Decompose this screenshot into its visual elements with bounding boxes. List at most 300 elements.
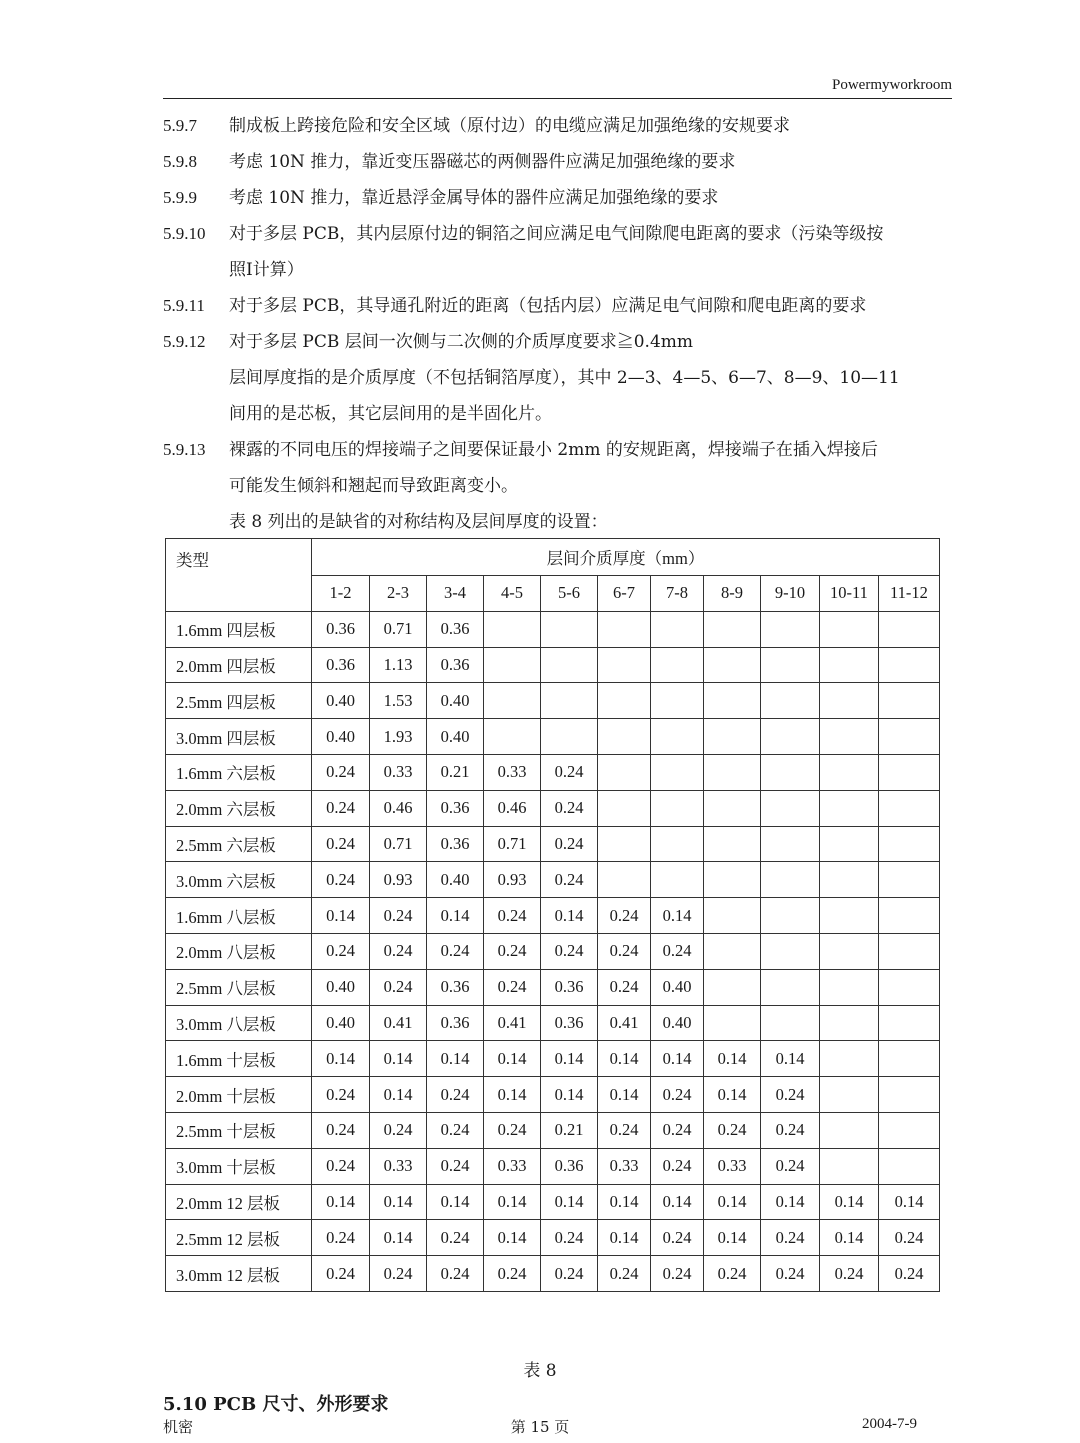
thickness-cell: 0.24	[651, 1148, 704, 1184]
table-row	[166, 862, 940, 898]
clause-line	[163, 396, 958, 432]
thickness-cell: 0.24	[484, 1112, 541, 1148]
clause-line	[163, 216, 958, 252]
thickness-cell: 0.24	[651, 933, 704, 969]
thickness-cell	[820, 611, 879, 647]
thickness-cell: 0.14	[484, 1184, 541, 1220]
thickness-cell: 0.14	[598, 1041, 651, 1077]
thickness-cell: 0.14	[704, 1041, 761, 1077]
thickness-cell: 0.14	[427, 898, 484, 934]
clause-number	[163, 504, 229, 540]
thickness-cell: 0.14	[820, 1220, 879, 1256]
thickness-cell: 0.14	[312, 1184, 370, 1220]
thickness-cell: 0.24	[598, 969, 651, 1005]
thickness-cell	[541, 647, 598, 683]
thickness-cell: 0.14	[484, 1041, 541, 1077]
thickness-cell: 0.41	[484, 1005, 541, 1041]
thickness-cell: 0.41	[598, 1005, 651, 1041]
clause-number: 5.9.10	[163, 224, 206, 243]
table-row	[166, 933, 940, 969]
thickness-cell: 0.24	[651, 1112, 704, 1148]
thickness-cell	[879, 790, 940, 826]
thickness-cell: 0.46	[370, 790, 427, 826]
thickness-cell: 0.36	[312, 647, 370, 683]
layer-pair-header: 10-11	[820, 576, 879, 612]
table-row	[166, 1148, 940, 1184]
thickness-cell	[541, 611, 598, 647]
thickness-cell: 0.36	[427, 790, 484, 826]
thickness-cell: 0.36	[541, 969, 598, 1005]
thickness-cell	[704, 933, 761, 969]
layer-pair-header: 9-10	[761, 576, 820, 612]
thickness-cell: 0.24	[484, 1256, 541, 1292]
thickness-cell: 0.40	[427, 719, 484, 755]
thickness-cell: 0.24	[761, 1220, 820, 1256]
table-row	[166, 1256, 940, 1292]
thickness-cell: 0.14	[484, 1077, 541, 1113]
thickness-cell: 0.14	[651, 898, 704, 934]
clause-text: 考虑 10N 推力，靠近变压器磁芯的两侧器件应满足加强绝缘的要求	[229, 152, 736, 172]
thickness-table-wrapper	[165, 538, 940, 1292]
thickness-cell: 0.14	[761, 1184, 820, 1220]
thickness-cell: 0.40	[312, 683, 370, 719]
thickness-cell	[484, 611, 541, 647]
thickness-cell	[484, 647, 541, 683]
thickness-cell: 0.24	[879, 1256, 940, 1292]
clause-number	[163, 252, 229, 288]
thickness-cell: 0.14	[761, 1041, 820, 1077]
thickness-cell: 0.24	[427, 933, 484, 969]
thickness-cell	[598, 790, 651, 826]
thickness-cell: 0.24	[427, 1148, 484, 1184]
thickness-cell: 0.14	[370, 1184, 427, 1220]
thickness-cell: 0.24	[312, 933, 370, 969]
table-row	[166, 790, 940, 826]
thickness-cell: 0.24	[370, 1112, 427, 1148]
thickness-cell	[879, 1112, 940, 1148]
thickness-cell: 0.24	[312, 790, 370, 826]
clause-number: 5.9.11	[163, 296, 205, 315]
thickness-cell	[761, 611, 820, 647]
clause-text: 照Ⅰ计算）	[229, 260, 304, 280]
thickness-cell: 0.71	[484, 826, 541, 862]
thickness-cell	[820, 647, 879, 683]
thickness-cell: 0.24	[761, 1148, 820, 1184]
thickness-cell: 1.13	[370, 647, 427, 683]
thickness-cell	[598, 683, 651, 719]
thickness-cell: 0.24	[541, 1220, 598, 1256]
board-type-cell: 1.6mm 十层板	[166, 1041, 312, 1077]
thickness-cell: 0.93	[370, 862, 427, 898]
layer-pair-header: 7-8	[651, 576, 704, 612]
thickness-cell	[651, 862, 704, 898]
thickness-cell	[820, 1005, 879, 1041]
thickness-cell	[820, 683, 879, 719]
thickness-cell: 0.14	[312, 1041, 370, 1077]
clause-text: 对于多层 PCB，其内层原付边的铜箔之间应满足电气间隙爬电距离的要求（污染等级按	[229, 224, 884, 244]
thickness-cell	[651, 826, 704, 862]
thickness-cell: 0.36	[427, 647, 484, 683]
layer-thickness-table	[165, 538, 940, 1292]
thickness-cell	[704, 790, 761, 826]
thickness-cell: 0.24	[427, 1077, 484, 1113]
thickness-cell	[598, 647, 651, 683]
thickness-cell: 0.40	[312, 719, 370, 755]
footer-date: 2004-7-9	[862, 1416, 917, 1432]
thickness-cell: 0.24	[651, 1077, 704, 1113]
thickness-cell: 0.36	[427, 611, 484, 647]
thickness-cell	[484, 683, 541, 719]
thickness-cell: 0.36	[427, 826, 484, 862]
clause-number	[163, 468, 229, 504]
board-type-cell: 3.0mm 12 层板	[166, 1256, 312, 1292]
thickness-cell: 0.14	[598, 1077, 651, 1113]
thickness-cell: 0.24	[541, 790, 598, 826]
thickness-cell	[820, 1148, 879, 1184]
thickness-cell	[879, 862, 940, 898]
thickness-cell	[704, 647, 761, 683]
board-type-cell: 2.0mm 六层板	[166, 790, 312, 826]
thickness-cell: 0.14	[541, 898, 598, 934]
thickness-cell	[879, 1077, 940, 1113]
clause-text: 考虑 10N 推力，靠近悬浮金属导体的器件应满足加强绝缘的要求	[229, 188, 719, 208]
footer-page-number: 第 15 页	[510, 1418, 570, 1436]
table-row	[166, 898, 940, 934]
thickness-cell	[541, 719, 598, 755]
layer-pair-header: 11-12	[879, 576, 940, 612]
thickness-cell	[704, 611, 761, 647]
board-type-cell: 2.0mm 十层板	[166, 1077, 312, 1113]
table-row	[166, 1220, 940, 1256]
thickness-cell	[820, 790, 879, 826]
thickness-cell	[484, 719, 541, 755]
thickness-cell	[704, 898, 761, 934]
thickness-cell	[879, 647, 940, 683]
thickness-cell	[879, 1005, 940, 1041]
board-type-cell: 3.0mm 十层板	[166, 1148, 312, 1184]
thickness-cell	[704, 683, 761, 719]
thickness-cell: 0.71	[370, 611, 427, 647]
clause-line	[163, 180, 958, 216]
thickness-cell: 0.36	[312, 611, 370, 647]
thickness-cell: 0.24	[651, 1220, 704, 1256]
thickness-cell: 0.33	[370, 1148, 427, 1184]
thickness-cell: 0.33	[704, 1148, 761, 1184]
table-caption: 表 8	[523, 1361, 557, 1381]
thickness-cell: 0.24	[312, 1220, 370, 1256]
board-type-cell: 3.0mm 六层板	[166, 862, 312, 898]
thickness-cell	[598, 754, 651, 790]
thickness-cell: 0.93	[484, 862, 541, 898]
clause-line	[163, 324, 958, 360]
thickness-cell: 0.24	[598, 933, 651, 969]
thickness-cell: 0.24	[879, 1220, 940, 1256]
thickness-cell: 0.24	[598, 1256, 651, 1292]
thickness-cell	[879, 1148, 940, 1184]
thickness-cell: 0.14	[704, 1077, 761, 1113]
thickness-cell: 0.33	[370, 754, 427, 790]
thickness-cell: 0.24	[761, 1256, 820, 1292]
clause-text: 可能发生倾斜和翘起而导致距离变小。	[229, 476, 518, 496]
thickness-cell	[651, 719, 704, 755]
thickness-cell: 0.24	[761, 1112, 820, 1148]
thickness-cell	[879, 969, 940, 1005]
thickness-cell: 0.46	[484, 790, 541, 826]
thickness-cell: 0.24	[651, 1256, 704, 1292]
layer-pair-header: 6-7	[598, 576, 651, 612]
clause-text: 对于多层 PCB 层间一次侧与二次侧的介质厚度要求≧0.4mm	[229, 332, 694, 352]
clause-line	[163, 360, 958, 396]
thickness-cell	[879, 719, 940, 755]
clause-line	[163, 252, 958, 288]
thickness-cell	[820, 826, 879, 862]
thickness-cell: 0.14	[541, 1184, 598, 1220]
clause-text: 裸露的不同电压的焊接端子之间要保证最小 2mm 的安规距离，焊接端子在插入焊接后	[229, 440, 878, 460]
thickness-cell: 0.24	[370, 933, 427, 969]
thickness-cell: 0.24	[541, 826, 598, 862]
thickness-cell: 0.33	[484, 754, 541, 790]
thickness-cell: 1.53	[370, 683, 427, 719]
thickness-cell: 0.14	[598, 1184, 651, 1220]
thickness-cell: 0.21	[427, 754, 484, 790]
layer-pair-header: 8-9	[704, 576, 761, 612]
thickness-cell	[820, 754, 879, 790]
layer-pair-header: 4-5	[484, 576, 541, 612]
thickness-cell	[651, 647, 704, 683]
thickness-cell	[704, 1005, 761, 1041]
clause-line	[163, 432, 958, 468]
thickness-cell: 0.24	[312, 1148, 370, 1184]
thickness-cell: 0.24	[484, 933, 541, 969]
clause-line	[163, 504, 958, 540]
thickness-cell: 0.36	[541, 1005, 598, 1041]
thickness-cell	[879, 826, 940, 862]
thickness-cell	[761, 647, 820, 683]
thickness-cell: 0.14	[484, 1220, 541, 1256]
thickness-cell: 0.14	[598, 1220, 651, 1256]
thickness-cell: 0.41	[370, 1005, 427, 1041]
clause-number	[163, 396, 229, 432]
thickness-cell: 0.40	[651, 969, 704, 1005]
thickness-cell	[704, 826, 761, 862]
thickness-cell: 1.93	[370, 719, 427, 755]
thickness-cell	[598, 862, 651, 898]
thickness-cell	[820, 1041, 879, 1077]
clause-text: 表 8 列出的是缺省的对称结构及层间厚度的设置：	[229, 512, 608, 532]
thickness-cell: 0.40	[312, 1005, 370, 1041]
table-row	[166, 969, 940, 1005]
board-type-cell: 2.0mm 12 层板	[166, 1184, 312, 1220]
thickness-cell: 0.24	[370, 969, 427, 1005]
thickness-cell: 0.14	[879, 1184, 940, 1220]
thickness-cell: 0.24	[312, 1077, 370, 1113]
table-row	[166, 826, 940, 862]
table-row	[166, 1005, 940, 1041]
thickness-cell	[761, 754, 820, 790]
table-row	[166, 754, 940, 790]
thickness-cell: 0.14	[427, 1041, 484, 1077]
thickness-cell	[704, 719, 761, 755]
thickness-cell	[704, 754, 761, 790]
thickness-cell: 0.14	[370, 1077, 427, 1113]
clause-line	[163, 468, 958, 504]
thickness-cell: 0.24	[427, 1256, 484, 1292]
board-type-cell: 2.5mm 八层板	[166, 969, 312, 1005]
thickness-cell	[541, 683, 598, 719]
thickness-cell	[820, 898, 879, 934]
table-row	[166, 1184, 940, 1220]
thickness-cell: 0.24	[541, 933, 598, 969]
thickness-cell	[761, 898, 820, 934]
thickness-cell	[879, 933, 940, 969]
thickness-cell	[879, 754, 940, 790]
thickness-cell: 0.14	[541, 1077, 598, 1113]
board-type-cell: 2.5mm 12 层板	[166, 1220, 312, 1256]
thickness-cell	[820, 1077, 879, 1113]
board-type-cell: 1.6mm 六层板	[166, 754, 312, 790]
thickness-cell	[761, 862, 820, 898]
table-row	[166, 683, 940, 719]
thickness-cell	[651, 683, 704, 719]
dielectric-thickness-header: 层间介质厚度（mm）	[312, 539, 940, 576]
thickness-cell: 0.24	[820, 1256, 879, 1292]
thickness-cell	[651, 754, 704, 790]
clause-line	[163, 288, 958, 324]
thickness-cell: 0.36	[427, 1005, 484, 1041]
thickness-cell	[820, 969, 879, 1005]
thickness-cell: 0.24	[370, 898, 427, 934]
thickness-cell	[598, 826, 651, 862]
thickness-cell: 0.33	[598, 1148, 651, 1184]
board-type-cell: 2.0mm 八层板	[166, 933, 312, 969]
thickness-cell: 0.24	[312, 1112, 370, 1148]
thickness-cell: 0.24	[484, 969, 541, 1005]
board-type-cell: 2.5mm 四层板	[166, 683, 312, 719]
thickness-cell: 0.24	[761, 1077, 820, 1113]
thickness-cell: 0.14	[312, 898, 370, 934]
thickness-cell: 0.14	[370, 1041, 427, 1077]
layer-pair-header: 1-2	[312, 576, 370, 612]
thickness-cell: 0.24	[704, 1256, 761, 1292]
thickness-cell	[820, 933, 879, 969]
thickness-cell: 0.40	[427, 683, 484, 719]
thickness-cell: 0.24	[312, 826, 370, 862]
board-type-cell: 2.5mm 六层板	[166, 826, 312, 862]
thickness-cell: 0.24	[312, 754, 370, 790]
clause-number: 5.9.9	[163, 188, 197, 207]
thickness-cell	[598, 611, 651, 647]
board-type-cell: 2.5mm 十层板	[166, 1112, 312, 1148]
thickness-cell: 0.14	[820, 1184, 879, 1220]
thickness-cell: 0.36	[427, 969, 484, 1005]
thickness-cell	[704, 969, 761, 1005]
clause-text: 对于多层 PCB，其导通孔附近的距离（包括内层）应满足电气间隙和爬电距离的要求	[229, 296, 867, 316]
board-type-cell: 3.0mm 八层板	[166, 1005, 312, 1041]
thickness-cell	[761, 719, 820, 755]
board-type-cell: 3.0mm 四层板	[166, 719, 312, 755]
thickness-cell: 0.14	[427, 1184, 484, 1220]
thickness-cell: 0.36	[541, 1148, 598, 1184]
clause-number: 5.9.12	[163, 332, 206, 351]
thickness-cell	[598, 719, 651, 755]
document-header-brand: Powermyworkroom	[832, 77, 952, 93]
thickness-cell	[651, 790, 704, 826]
thickness-cell: 0.14	[704, 1220, 761, 1256]
thickness-cell: 0.71	[370, 826, 427, 862]
thickness-cell	[820, 862, 879, 898]
table-row	[166, 1112, 940, 1148]
thickness-cell	[879, 898, 940, 934]
clause-line	[163, 144, 958, 180]
thickness-cell: 0.21	[541, 1112, 598, 1148]
thickness-cell	[820, 1112, 879, 1148]
thickness-cell	[761, 1005, 820, 1041]
thickness-cell: 0.24	[370, 1256, 427, 1292]
thickness-cell	[704, 862, 761, 898]
thickness-cell: 0.24	[541, 754, 598, 790]
thickness-cell	[761, 933, 820, 969]
clause-number: 5.9.13	[163, 440, 206, 459]
thickness-cell: 0.40	[312, 969, 370, 1005]
thickness-cell: 0.33	[484, 1148, 541, 1184]
clause-line	[163, 108, 958, 144]
clause-text: 层间厚度指的是介质厚度（不包括铜箔厚度），其中 2—3、4—5、6—7、8—9、10—11	[229, 368, 900, 388]
thickness-cell	[879, 611, 940, 647]
thickness-cell: 0.24	[312, 1256, 370, 1292]
thickness-cell: 0.24	[541, 862, 598, 898]
thickness-cell	[761, 790, 820, 826]
thickness-cell: 0.24	[541, 1256, 598, 1292]
thickness-cell: 0.14	[651, 1184, 704, 1220]
header-divider	[163, 98, 952, 99]
table-row	[166, 1077, 940, 1113]
thickness-cell: 0.40	[651, 1005, 704, 1041]
thickness-cell	[761, 969, 820, 1005]
thickness-cell	[761, 826, 820, 862]
layer-pair-header: 5-6	[541, 576, 598, 612]
clause-text: 制成板上跨接危险和安全区域（原付边）的电缆应满足加强绝缘的安规要求	[229, 116, 790, 136]
layer-pair-header: 2-3	[370, 576, 427, 612]
thickness-cell: 0.14	[704, 1184, 761, 1220]
board-type-cell: 1.6mm 四层板	[166, 611, 312, 647]
thickness-cell	[879, 1041, 940, 1077]
thickness-cell	[651, 611, 704, 647]
thickness-cell: 0.24	[484, 898, 541, 934]
thickness-cell: 0.14	[651, 1041, 704, 1077]
thickness-cell: 0.24	[312, 862, 370, 898]
type-column-header: 类型	[166, 539, 312, 612]
clause-number: 5.9.8	[163, 152, 197, 171]
clause-number: 5.9.7	[163, 116, 197, 135]
layer-pair-header: 3-4	[427, 576, 484, 612]
thickness-cell: 0.40	[427, 862, 484, 898]
table-row	[166, 1041, 940, 1077]
thickness-cell	[820, 719, 879, 755]
board-type-cell: 2.0mm 四层板	[166, 647, 312, 683]
section-heading: 5.10 PCB 尺寸、外形要求	[163, 1394, 389, 1415]
table-row	[166, 719, 940, 755]
board-type-cell: 1.6mm 八层板	[166, 898, 312, 934]
clause-text: 间用的是芯板，其它层间用的是半固化片。	[229, 404, 552, 424]
footer-confidential: 机密	[163, 1418, 194, 1436]
thickness-cell	[879, 683, 940, 719]
table-row	[166, 611, 940, 647]
thickness-cell: 0.24	[427, 1220, 484, 1256]
thickness-cell	[761, 683, 820, 719]
thickness-cell: 0.14	[370, 1220, 427, 1256]
thickness-cell: 0.24	[704, 1112, 761, 1148]
thickness-cell: 0.24	[598, 898, 651, 934]
